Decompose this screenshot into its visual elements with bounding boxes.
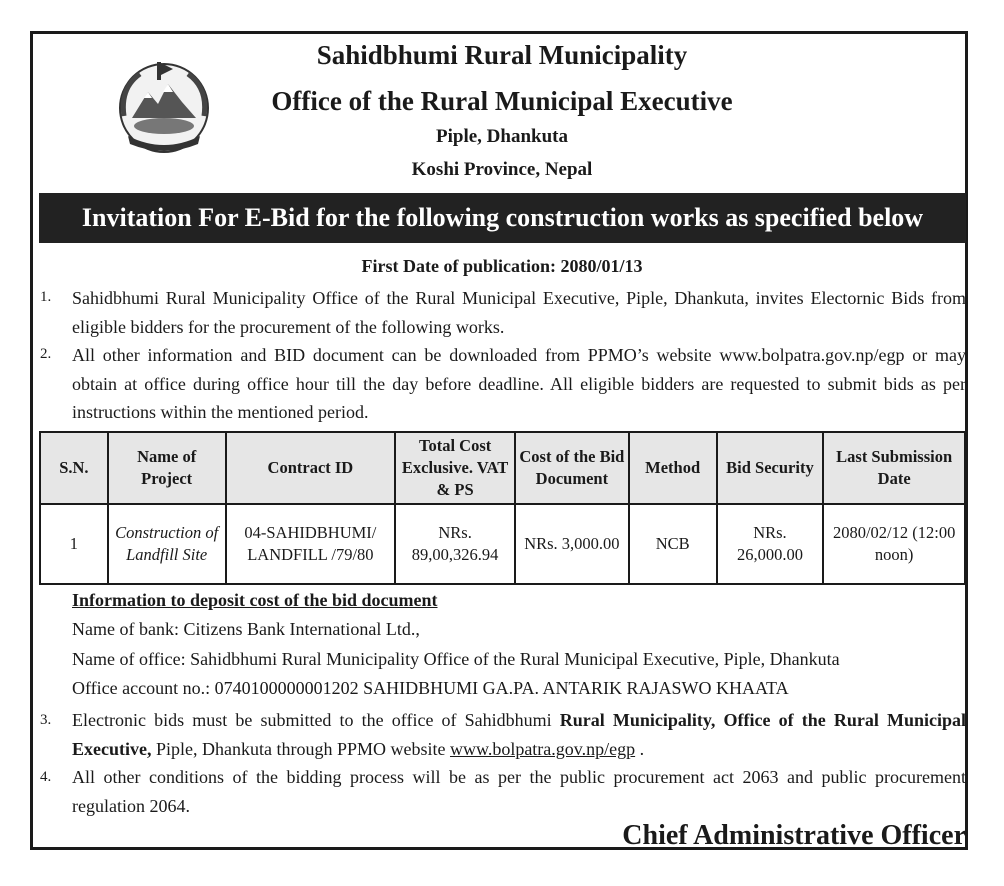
account-label: Office account no.: [72,678,215,698]
office-info [72,649,840,670]
cell-bid-security: NRs. 26,000.00 [717,504,824,584]
clause-1: Sahidbhumi Rural Municipality Office of the Rural Municipal Executive, Piple, Dhankuta, invites Electornic Bids from eligible bidders for the procurement of the following works. [72,288,966,337]
header-project: Name of Project [108,432,226,504]
clause-3-text: Electronic bids must be submitted to the office of Sahidbhumi [72,710,560,730]
header-bid-security: Bid Security [717,432,824,504]
account-value: 0740100000001202 SAHIDBHUMI GA.PA. ANTARIK RAJASWO KHAATA [214,678,789,698]
clause-3-end: . [635,738,645,759]
header-total-cost: Total Cost Exclusive. VAT & PS [395,432,515,504]
clause-2: All other information and BID document can be downloaded from PPMO’s website www.bolpatra.gov.np/egp or may obtain at office during office hour till the day before deadline. All eligible bidders are requested to submit bids as per instructions within the mentioned period. [72,345,966,422]
table-header-row [40,432,965,504]
first-publication-date: First Date of publication: 2080/01/13 [361,256,643,276]
header-document-cost: Cost of the Bid Document [515,432,629,504]
clause-4: All other conditions of the bidding process will be as per the public procurement act 2063 and public procurement regulation 2064. [72,767,966,816]
office-location: Piple, Dhankuta [436,126,568,147]
cell-total-cost: NRs. 89,00,326.94 [395,504,515,584]
clause-3-text-b: Piple, Dhankuta through PPMO website [151,738,450,759]
cell-method: NCB [629,504,717,584]
clause-number: 1. [40,289,52,305]
cell-document-cost: NRs. 3,000.00 [515,504,629,584]
bank-label: Name of bank: [72,619,184,639]
clause-3-office: Rural Municipality, Office of the Rural Municipal Executive, [72,710,966,759]
clause-3 [72,706,966,763]
header-deadline: Last Submission Date [823,432,965,504]
cell-deadline: 2080/02/12 (12:00 noon) [823,504,965,584]
cell-sn: 1 [40,504,108,584]
cell-project: Construction of Landfill Site [108,504,226,584]
bank-info [72,619,420,640]
province: Koshi Province, Nepal [411,159,593,180]
signature: Chief Administrative Officer [622,820,966,851]
municipality-name: Sahidbhumi Rural Municipality [316,40,688,70]
clause-number: 2. [40,346,52,362]
bank-value: Citizens Bank International Ltd., [183,619,420,639]
header-sn: S.N. [40,432,108,504]
ppmo-website-link[interactable]: www.bolpatra.gov.np/egp [449,738,636,759]
clause-number: 4. [40,769,52,785]
table-row [40,504,965,584]
office-label: Name of office: [72,649,191,669]
deposit-heading: Information to deposit cost of the bid document [72,590,438,610]
cell-contract-id: 04-SAHIDBHUMI/ LANDFILL /79/80 [226,504,396,584]
office-value: Sahidbhumi Rural Municipality Office of the Rural Municipal Executive, Piple, Dhankuta [190,649,840,669]
header-contract-id: Contract ID [226,432,396,504]
header-method: Method [629,432,717,504]
account-info [72,678,789,699]
bid-table [39,431,966,585]
office-name: Office of the Rural Municipal Executive [271,86,733,116]
clause-number: 3. [40,712,52,728]
notice-banner: Invitation For E-Bid for the following construction works as specified below [39,193,966,243]
